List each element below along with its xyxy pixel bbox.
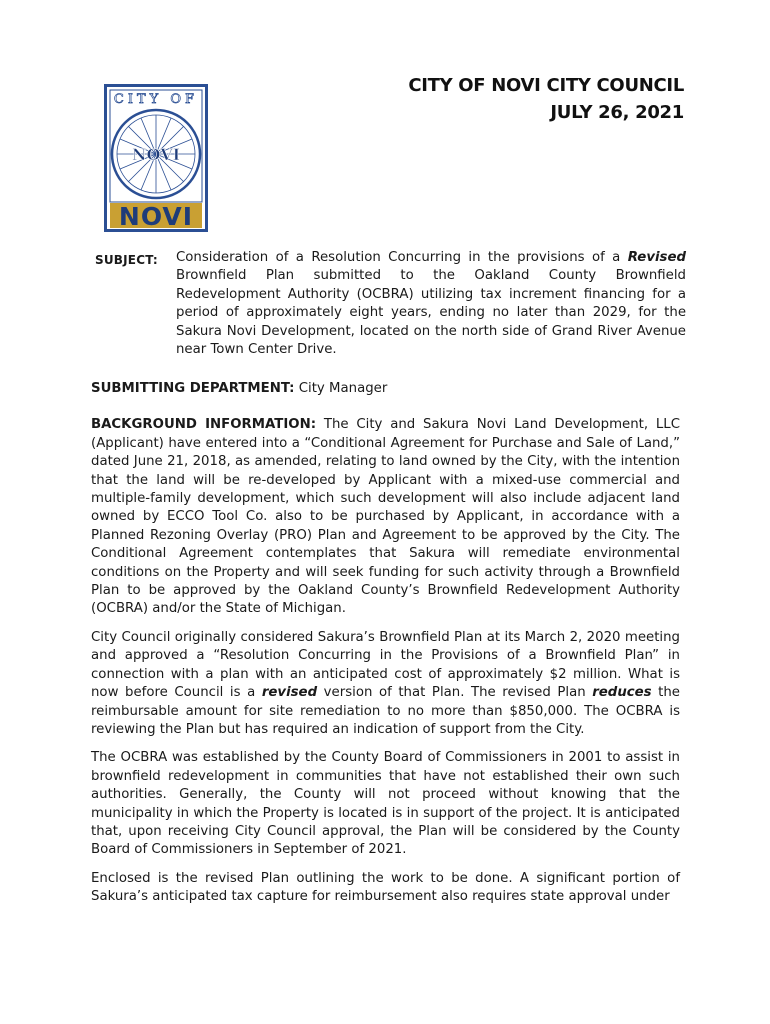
- subject-text: [176, 249, 686, 359]
- subject-emphasis: Revised: [627, 250, 686, 265]
- p2-text-a: City Council originally considered Sakura’s Brownfield Plan at its March 2, 2020 meeting and approved a “Resolution Concurring in the Provisions of a Brownfield Plan” in connection with a plan with an anticipated cost of approximately $2 million. What is now before Council is a: [91, 629, 680, 701]
- submitting-department: [91, 380, 680, 398]
- subject-text-a: Consideration of a Resolution Concurring in the provisions of a: [176, 250, 628, 265]
- submitting-label: SUBMITTING DEPARTMENT:: [91, 381, 295, 396]
- p2-emphasis-reduces: reduces: [592, 685, 652, 701]
- background-paragraph-1: [91, 416, 680, 618]
- p2-emphasis-revised: revised: [261, 685, 318, 701]
- header-title: CITY OF NOVI CITY COUNCIL: [408, 75, 684, 96]
- document-header: [408, 72, 684, 126]
- background-paragraph-3: The OCBRA was established by the County Board of Commissioners in 2001 to assist in brownfield redevelopment in communities that have not established their own such authorities. Generally, the County will not proceed without knowing that the municipality in which the Property is located is in support of the project. It is anticipated that, upon receiving City Council approval, the Plan will be considered by the County Board of Commissioners in September of 2021.: [91, 750, 680, 858]
- background-paragraph-2: [91, 629, 680, 739]
- header-date: JULY 26, 2021: [550, 102, 684, 123]
- background-p1-text: The City and Sakura Novi Land Development, LLC (Applicant) have entered into a “Conditional Agreement for Purchase and Sale of Land,” dated June 21, 2018, as amended, relating to land owned by the City, with the intention that the land will be re-developed by Applicant with a mixed-use commercial and multiple-family development, which such development will also include adjacent land owned by ECCO Tool Co. also to be purchased by Applicant, in accordance with a Planned Rezoning Overlay (PRO) Plan and Agreement to be approved by the City. The Conditional Agreement contemplates that Sakura will remediate environmental conditions on the Property and will seek funding for such activity through a Brownfield Plan to be approved by the Oakland County’s Brownfield Redevelopment Authority (OCBRA) and/or the State of Michigan.: [91, 417, 680, 617]
- p2-text-c: the reimbursable amount for site remediation to no more than $850,000. The OCBRA is reviewing the Plan but has required an indication of support from the City.: [91, 685, 680, 737]
- background-label: BACKGROUND INFORMATION:: [91, 417, 317, 433]
- p2-text-b: version of that Plan. The revised Plan: [317, 685, 593, 701]
- submitting-value: City Manager: [294, 381, 388, 396]
- logo-top-text: CITY OF: [113, 92, 199, 107]
- background-paragraph-4: Enclosed is the revised Plan outlining the work to be done. A significant portion of Sakura’s anticipated tax capture for reimbursement also requires state approval under: [91, 870, 680, 905]
- emblem-letters: NOVI: [131, 145, 181, 164]
- wheel-emblem: [112, 110, 200, 198]
- city-of-novi-logo: [104, 84, 208, 232]
- logo-bottom-text: NOVI: [118, 202, 194, 231]
- subject-label: SUBJECT:: [95, 253, 158, 267]
- document-body: [91, 380, 680, 917]
- subject-text-b: Brownfield Plan submitted to the Oakland County Brownfield Redevelopment Authority (OCBRA) utilizing tax increment financing for a period of approximately eight years, ending no later than 2029, for the Sakura Novi Development, located on the north side of Grand River Avenue near Town Center Drive.: [176, 268, 686, 358]
